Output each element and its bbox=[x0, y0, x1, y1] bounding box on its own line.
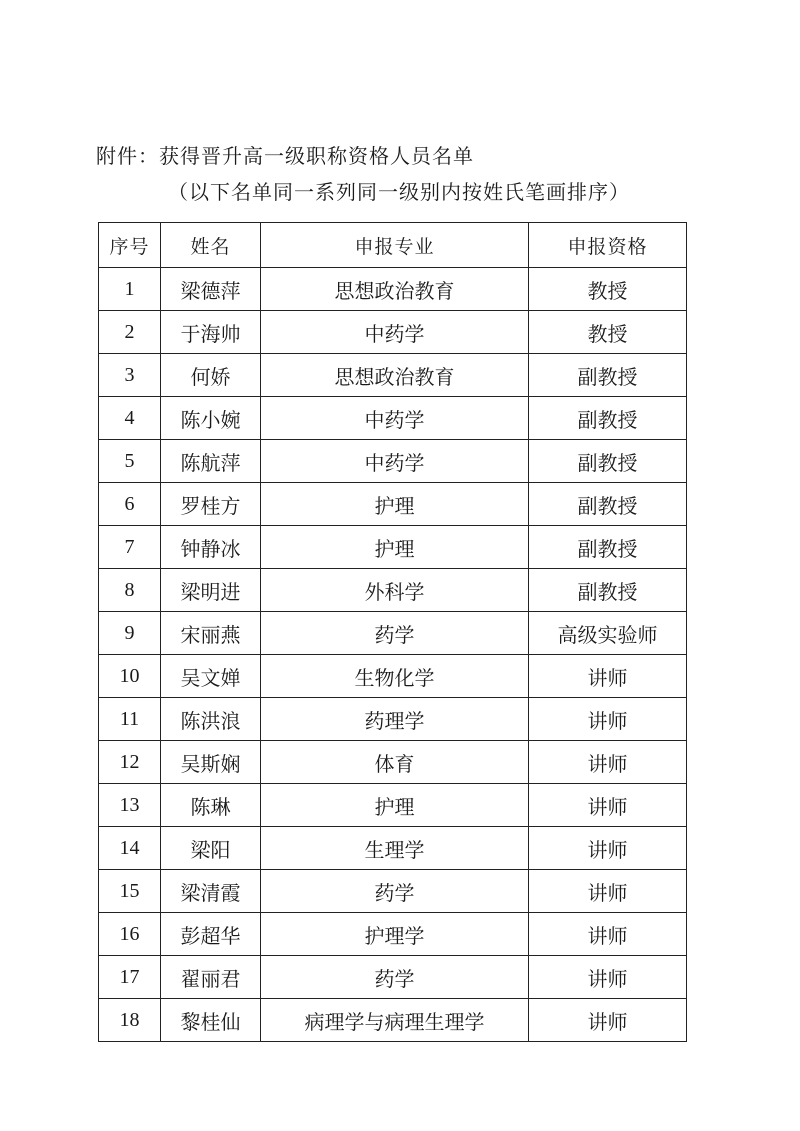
cell-name: 梁明进 bbox=[161, 569, 261, 612]
cell-qualification: 讲师 bbox=[529, 913, 687, 956]
cell-name: 梁阳 bbox=[161, 827, 261, 870]
table-row bbox=[99, 956, 687, 999]
cell-qualification: 副教授 bbox=[529, 569, 687, 612]
cell-serial: 18 bbox=[99, 999, 161, 1042]
table-row bbox=[99, 268, 687, 311]
cell-major: 护理 bbox=[261, 784, 529, 827]
cell-serial: 13 bbox=[99, 784, 161, 827]
table-row bbox=[99, 913, 687, 956]
cell-serial: 3 bbox=[99, 354, 161, 397]
cell-qualification: 副教授 bbox=[529, 483, 687, 526]
cell-name: 梁清霞 bbox=[161, 870, 261, 913]
table-row bbox=[99, 526, 687, 569]
cell-major: 中药学 bbox=[261, 397, 529, 440]
cell-major: 护理 bbox=[261, 483, 529, 526]
table-row bbox=[99, 354, 687, 397]
cell-qualification: 讲师 bbox=[529, 655, 687, 698]
cell-name: 梁德萍 bbox=[161, 268, 261, 311]
cell-qualification: 教授 bbox=[529, 268, 687, 311]
cell-qualification: 讲师 bbox=[529, 956, 687, 999]
cell-major: 外科学 bbox=[261, 569, 529, 612]
table-row bbox=[99, 440, 687, 483]
cell-serial: 2 bbox=[99, 311, 161, 354]
cell-major: 药理学 bbox=[261, 698, 529, 741]
table-row bbox=[99, 999, 687, 1042]
cell-name: 陈琳 bbox=[161, 784, 261, 827]
cell-serial: 7 bbox=[99, 526, 161, 569]
cell-major: 病理学与病理生理学 bbox=[261, 999, 529, 1042]
cell-qualification: 副教授 bbox=[529, 526, 687, 569]
table-row bbox=[99, 483, 687, 526]
cell-name: 钟静冰 bbox=[161, 526, 261, 569]
cell-major: 生理学 bbox=[261, 827, 529, 870]
cell-qualification: 副教授 bbox=[529, 354, 687, 397]
table-row bbox=[99, 311, 687, 354]
cell-major: 药学 bbox=[261, 956, 529, 999]
cell-name: 吴文婵 bbox=[161, 655, 261, 698]
cell-name: 黎桂仙 bbox=[161, 999, 261, 1042]
cell-serial: 17 bbox=[99, 956, 161, 999]
header-qualification: 申报资格 bbox=[529, 223, 687, 268]
cell-serial: 15 bbox=[99, 870, 161, 913]
cell-qualification: 讲师 bbox=[529, 870, 687, 913]
cell-major: 护理 bbox=[261, 526, 529, 569]
cell-serial: 4 bbox=[99, 397, 161, 440]
table-row bbox=[99, 655, 687, 698]
cell-major: 药学 bbox=[261, 870, 529, 913]
cell-qualification: 副教授 bbox=[529, 440, 687, 483]
table-row bbox=[99, 827, 687, 870]
document-title: 附件：获得晋升高一级职称资格人员名单 bbox=[96, 144, 474, 168]
cell-major: 体育 bbox=[261, 741, 529, 784]
cell-name: 于海帅 bbox=[161, 311, 261, 354]
cell-serial: 1 bbox=[99, 268, 161, 311]
cell-name: 罗桂方 bbox=[161, 483, 261, 526]
cell-qualification: 讲师 bbox=[529, 827, 687, 870]
document-subtitle: （以下名单同一系列同一级别内按姓氏笔画排序） bbox=[168, 180, 630, 204]
cell-serial: 16 bbox=[99, 913, 161, 956]
cell-major: 思想政治教育 bbox=[261, 268, 529, 311]
cell-serial: 5 bbox=[99, 440, 161, 483]
table-row bbox=[99, 870, 687, 913]
cell-name: 宋丽燕 bbox=[161, 612, 261, 655]
table-row bbox=[99, 698, 687, 741]
cell-name: 何娇 bbox=[161, 354, 261, 397]
cell-name: 翟丽君 bbox=[161, 956, 261, 999]
cell-serial: 11 bbox=[99, 698, 161, 741]
cell-name: 彭超华 bbox=[161, 913, 261, 956]
promotion-table bbox=[98, 222, 687, 1042]
cell-name: 陈航萍 bbox=[161, 440, 261, 483]
table-row bbox=[99, 741, 687, 784]
cell-qualification: 讲师 bbox=[529, 784, 687, 827]
table-row bbox=[99, 397, 687, 440]
cell-name: 陈洪浪 bbox=[161, 698, 261, 741]
cell-serial: 12 bbox=[99, 741, 161, 784]
cell-qualification: 讲师 bbox=[529, 698, 687, 741]
cell-qualification: 讲师 bbox=[529, 999, 687, 1042]
cell-serial: 6 bbox=[99, 483, 161, 526]
table-row bbox=[99, 784, 687, 827]
cell-major: 中药学 bbox=[261, 311, 529, 354]
cell-serial: 8 bbox=[99, 569, 161, 612]
cell-serial: 14 bbox=[99, 827, 161, 870]
table-row bbox=[99, 612, 687, 655]
cell-name: 陈小婉 bbox=[161, 397, 261, 440]
table-header-row bbox=[99, 223, 687, 268]
cell-major: 思想政治教育 bbox=[261, 354, 529, 397]
cell-qualification: 高级实验师 bbox=[529, 612, 687, 655]
cell-serial: 10 bbox=[99, 655, 161, 698]
header-major: 申报专业 bbox=[261, 223, 529, 268]
header-name: 姓名 bbox=[161, 223, 261, 268]
table-row bbox=[99, 569, 687, 612]
cell-major: 护理学 bbox=[261, 913, 529, 956]
cell-qualification: 副教授 bbox=[529, 397, 687, 440]
cell-qualification: 教授 bbox=[529, 311, 687, 354]
cell-major: 药学 bbox=[261, 612, 529, 655]
cell-serial: 9 bbox=[99, 612, 161, 655]
cell-major: 生物化学 bbox=[261, 655, 529, 698]
cell-major: 中药学 bbox=[261, 440, 529, 483]
cell-qualification: 讲师 bbox=[529, 741, 687, 784]
header-serial: 序号 bbox=[99, 223, 161, 268]
cell-name: 吴斯娴 bbox=[161, 741, 261, 784]
